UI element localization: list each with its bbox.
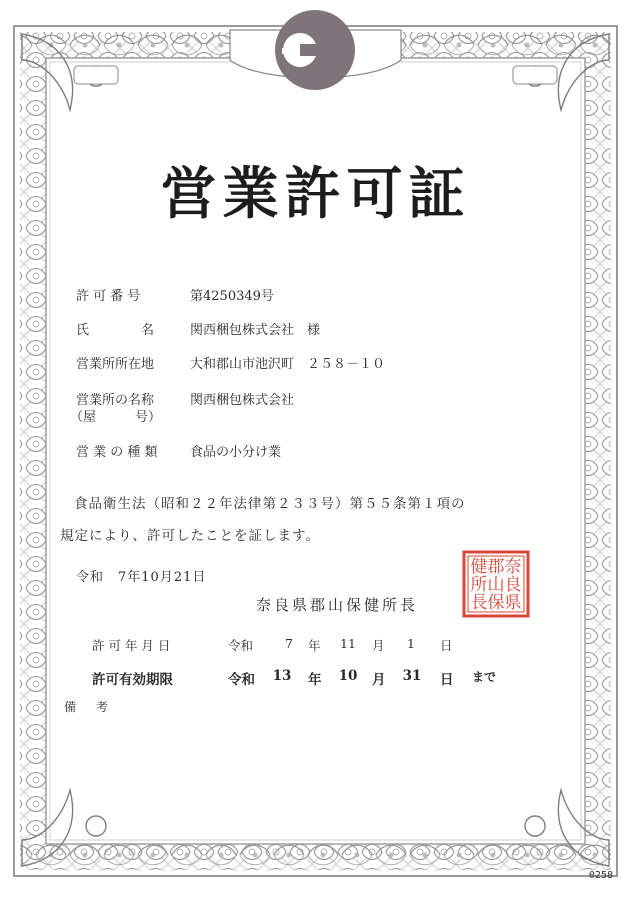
official-seal-icon: [462, 550, 530, 618]
validity-month: 10: [338, 668, 358, 684]
certification-statement: [60, 488, 530, 552]
permit-day-unit: 日: [440, 638, 453, 653]
validity-row: [0, 668, 631, 690]
field-value: 食品の小分け業: [190, 445, 282, 460]
field-value: 大和郡山市池沢町 ２５８－１０: [190, 357, 386, 372]
validity-day: 31: [402, 668, 422, 684]
field-value: 関西梱包株式会社 様: [190, 323, 321, 338]
permit-month-unit: 月: [372, 638, 385, 653]
seal-char: 健: [470, 557, 488, 577]
permit-month: 11: [340, 636, 356, 651]
issue-date: 令和 7年10月21日: [76, 570, 207, 585]
field-value: 第4250349号: [190, 289, 274, 304]
permit-era: 令和: [228, 638, 254, 653]
field-sublabel: （屋 号）: [70, 410, 162, 425]
permit-date-row: [0, 636, 631, 656]
permit-date-label: 許 可 年 月 日: [92, 638, 171, 653]
validity-month-unit: 月: [372, 672, 386, 688]
issuer-name: 奈良県郡山保健所長: [256, 596, 419, 614]
field-label: 営 業 の 種 類: [76, 445, 158, 460]
seal-char: 印: [462, 550, 463, 551]
seal-char: 郡: [487, 557, 505, 577]
permit-year: 7: [285, 636, 293, 651]
statement-line-1: 食品衛生法（昭和２２年法律第２３３号）第５５条第１項の: [74, 496, 466, 512]
seal-char: 長: [470, 593, 488, 613]
field-label: 営業所の名称: [76, 393, 155, 408]
seal-char: 保: [487, 593, 505, 613]
validity-suffix: まで: [472, 670, 497, 684]
field-value: 関西梱包株式会社: [190, 393, 295, 408]
field-label: 氏 名: [76, 323, 155, 338]
remarks-label: 備 考: [64, 700, 116, 714]
statement-line-2: 規定により、許可したことを証します。: [60, 528, 320, 544]
seal-char: 県: [504, 593, 522, 613]
validity-day-unit: 日: [440, 672, 454, 688]
seal-char: 良: [504, 575, 522, 595]
validity-era: 令和: [228, 672, 255, 688]
serial-number: 0258: [588, 870, 613, 881]
permit-day: 1: [407, 636, 415, 651]
seal-char: 奈: [504, 557, 522, 577]
validity-year-unit: 年: [308, 672, 322, 688]
seal-char: 山: [487, 575, 505, 595]
validity-year: 13: [272, 668, 292, 684]
validity-label: 許可有効期限: [92, 672, 173, 688]
field-label: 営業所所在地: [76, 357, 155, 372]
seal-char: 所: [470, 575, 488, 595]
field-label: 許 可 番 号: [76, 289, 141, 304]
document-title: 営業許可証: [160, 161, 471, 227]
permit-year-unit: 年: [308, 638, 321, 653]
